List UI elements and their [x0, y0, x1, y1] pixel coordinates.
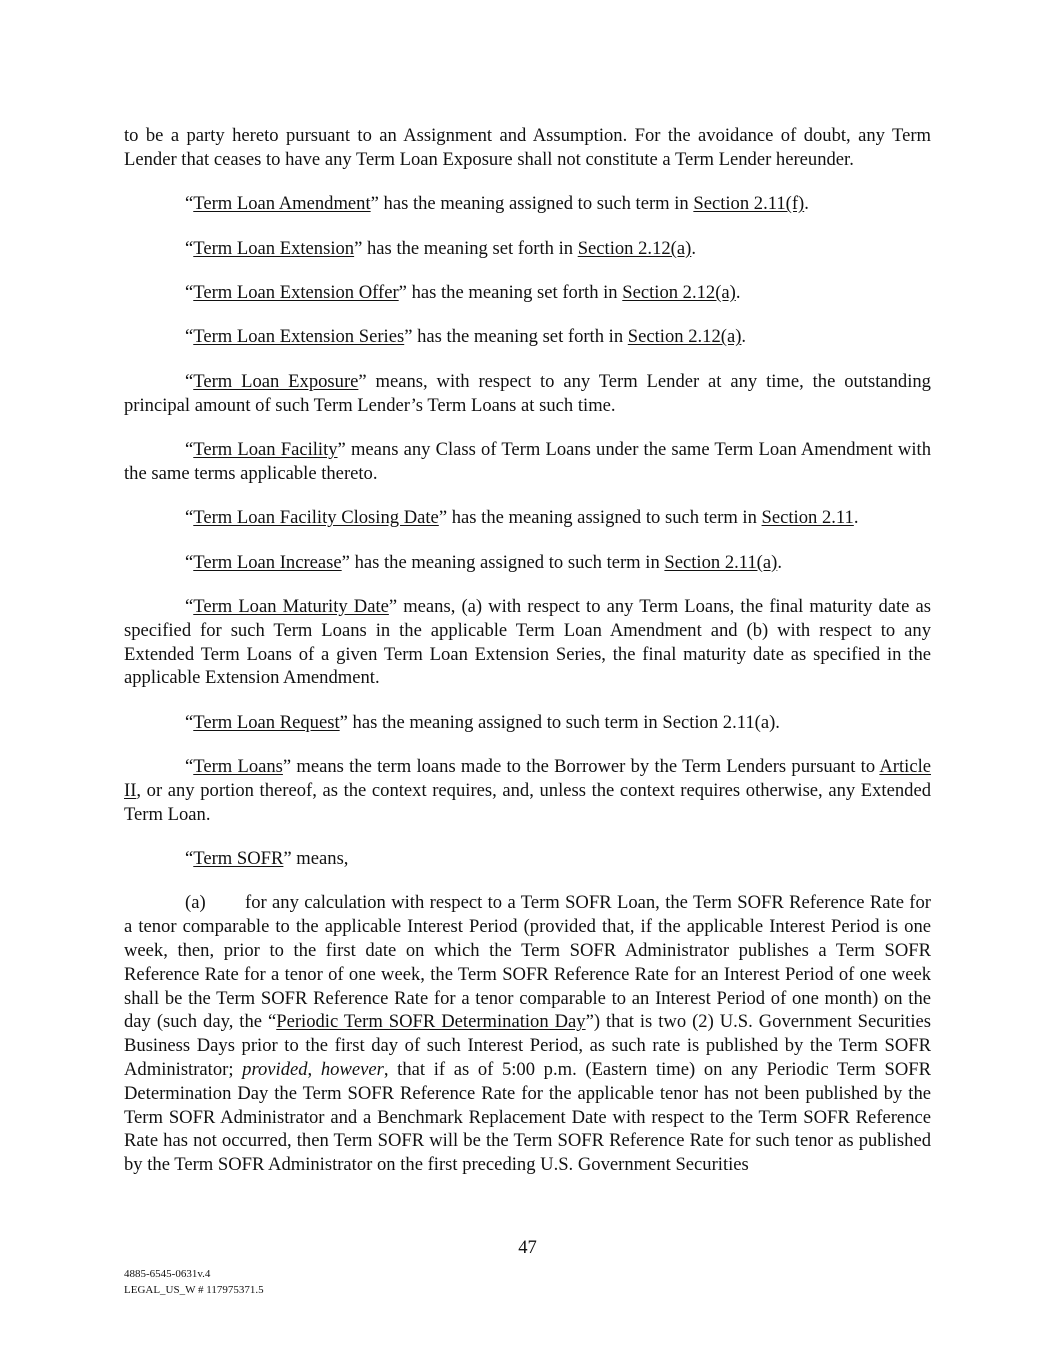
definition-term-loan-facility: [124, 438, 931, 486]
definition-end: , or any portion thereof, as the context requires, and, unless the context requires otherwise, any Extended Term Loan.: [124, 779, 931, 825]
definition-text: ” has the meaning assigned to such term in: [438, 507, 762, 529]
section-reference: Section 2.12(a): [577, 237, 692, 259]
footer-doc-id: 4885-6545-0631v.4: [124, 1268, 211, 1280]
definition-term-loan-maturity-date: [124, 595, 931, 690]
definition-end: .: [691, 237, 696, 259]
definition-text: ” has the meaning assigned to such term in: [341, 551, 665, 573]
definition-end: .: [741, 326, 747, 348]
continuation-paragraph: to be a party hereto pursuant to an Assignment and Assumption. For the avoidance of doubt, any Term Lender that ceases to have any Term Loan Exposure shall not constitute a Term Lender hereunder.: [124, 125, 931, 170]
page-number: 47: [518, 1237, 537, 1258]
italic-provided: provided: [242, 1059, 308, 1081]
definition-term-loan-increase: [124, 551, 931, 575]
definition-text: ” has the meaning assigned to such term in Section 2.11(a).: [339, 711, 780, 733]
clause-text-2: ”) that is two (2) U.S. Government Securities Business Days prior to the first day of such Interest Period, as such rate is published by the Term SOFR Administrator;: [124, 1011, 931, 1081]
section-reference: Section 2.11: [761, 507, 854, 529]
open-quote: “: [185, 237, 194, 259]
definition-term-loans: [124, 755, 931, 826]
clause-text-3: , that if as of 5:00 p.m. (Eastern time) on any Periodic Term SOFR Determination Day the Term SOFR Reference Rate for the applicable tenor has not been published by the Term SOFR Administrator and a Benchmark Replacement Date with respect to the Term SOFR Reference Rate has not occurred, then Term SOFR will be the Term SOFR Reference Rate for such tenor as published by the Term SOFR Administrator on the first preceding U.S. Government Securities: [124, 1059, 932, 1176]
definition-term-loan-facility-closing-date: [124, 506, 931, 530]
definition-text: ” means the term loans made to the Borrower by the Term Lenders pursuant to: [282, 756, 880, 778]
definition-end: .: [735, 281, 741, 303]
footer-legal-id: LEGAL_US_W # 117975371.5: [124, 1284, 264, 1296]
open-quote: “: [185, 281, 194, 303]
definition-text: ” has the meaning assigned to such term in: [370, 193, 694, 215]
definition-term-loan-amendment: [124, 192, 931, 216]
open-quote: “: [185, 438, 194, 460]
open-quote: “: [185, 507, 194, 529]
definition-end: .: [853, 507, 859, 529]
definition-text: ” means any Class of Term Loans under the same Term Loan Amendment with the same terms applicable thereto.: [124, 438, 931, 484]
italic-however: however: [320, 1059, 384, 1081]
article-reference: Article II: [124, 756, 931, 801]
definition-text: ” means,: [283, 848, 349, 870]
document-page: [124, 124, 931, 1177]
defined-term: Term Loan Request: [193, 711, 340, 733]
open-quote: “: [185, 756, 194, 778]
section-reference: Section 2.12(a): [627, 326, 742, 348]
open-quote: “: [185, 848, 194, 870]
defined-term: Term Loan Extension: [193, 237, 355, 259]
section-reference: Section 2.11(f): [693, 193, 805, 215]
open-quote: “: [185, 193, 194, 215]
clause-text-1: for any calculation with respect to a Term SOFR Loan, the Term SOFR Reference Rate for a tenor comparable to the applicable Interest Period (provided that, if the applicable Interest Period is one week, then, prior to the first date on which the Term SOFR Administrator publishes a Term SOFR Reference Rate for a tenor of one week, the Term SOFR Reference Rate for an Interest Period of one week shall be the Term SOFR Reference Rate for a tenor comparable to an Interest Period of one month) on the day (such day, the “: [124, 892, 931, 1033]
definition-text: ” has the meaning set forth in: [354, 237, 578, 259]
definition-text: ” has the meaning set forth in: [398, 281, 623, 303]
open-quote: “: [185, 551, 194, 573]
clause-label: (a): [185, 892, 206, 914]
open-quote: “: [185, 326, 194, 348]
defined-term: Term Loan Extension Series: [193, 326, 405, 348]
clause-a: [124, 891, 931, 1177]
defined-term: Term SOFR: [193, 848, 284, 870]
defined-term: Term Loan Extension Offer: [193, 281, 399, 303]
definition-term-loan-extension-offer: [124, 281, 931, 305]
definition-term-loan-extension-series: [124, 325, 931, 349]
section-reference: Section 2.11(a): [664, 551, 778, 573]
defined-term: Term Loan Maturity Date: [193, 595, 389, 617]
defined-term: Term Loan Increase: [193, 551, 342, 573]
defined-term: Term Loan Exposure: [193, 370, 359, 392]
section-reference: Section 2.12(a): [622, 281, 736, 303]
open-quote: “: [185, 711, 194, 733]
document-footer: [124, 1266, 264, 1298]
defined-term: Periodic Term SOFR Determination Day: [276, 1011, 586, 1033]
open-quote: “: [185, 370, 194, 392]
defined-term: Term Loans: [193, 756, 283, 778]
definition-text: ” means, (a) with respect to any Term Loans, the final maturity date as specified for such Term Loans in the applicable Term Loan Amendment and (b) with respect to any Extended Term Loans of a given Term Loan Extension Series, the final maturity date as specified in the applicable Extension Amendment.: [124, 595, 931, 689]
definition-text: ” has the meaning set forth in: [404, 326, 628, 348]
defined-term: Term Loan Facility: [193, 438, 338, 460]
defined-term: Term Loan Amendment: [193, 193, 371, 215]
definition-text: ” means, with respect to any Term Lender at any time, the outstanding principal amount of such Term Lender’s Term Loans at such time.: [124, 370, 931, 416]
definition-term-sofr: [124, 847, 931, 871]
definition-end: .: [804, 193, 809, 215]
open-quote: “: [185, 595, 194, 617]
definition-term-loan-request: [124, 711, 931, 735]
defined-term: Term Loan Facility Closing Date: [193, 507, 439, 529]
comma: ,: [307, 1059, 321, 1081]
definition-end: .: [777, 551, 782, 573]
definition-term-loan-exposure: [124, 370, 931, 418]
definition-term-loan-extension: [124, 237, 931, 261]
